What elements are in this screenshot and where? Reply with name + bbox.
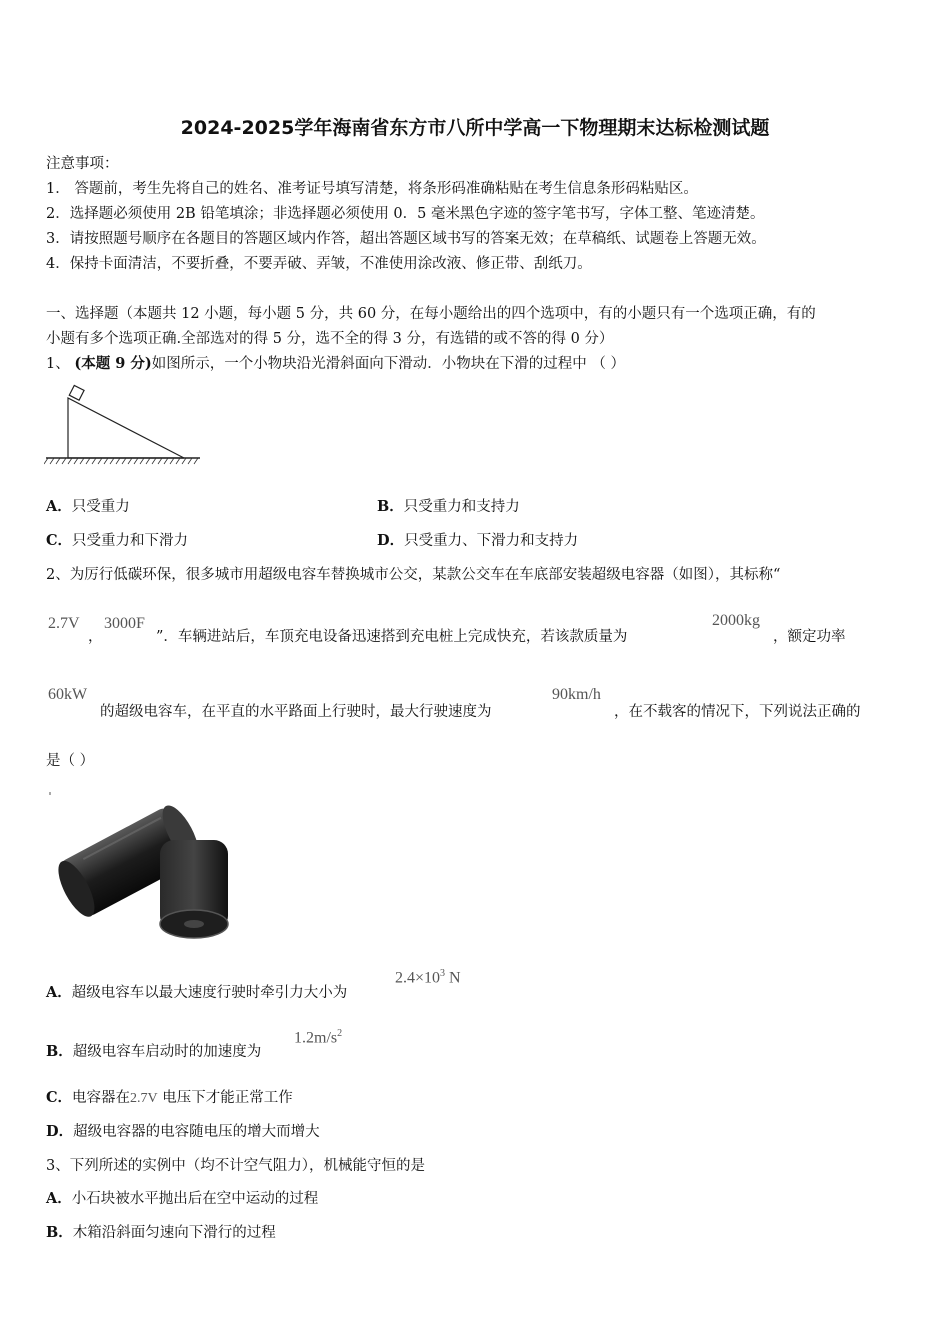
section-heading-cont: 小题有多个选项正确.全部选对的得 5 分，选不全的得 3 分，有选错的或不答的得 0 分）	[46, 331, 614, 347]
option-text: 小石块被水平抛出后在空中运动的过程	[71, 1191, 319, 1207]
q1-option-a	[46, 495, 130, 516]
option-text: 只受重力、下滑力和支持力	[404, 533, 579, 549]
notice-item: 4．保持卡面清洁，不要折叠，不要弄破、弄皱，不准使用涂改液、修正带、刮纸刀。	[46, 256, 592, 272]
option-label: B．	[46, 1043, 73, 1060]
force-unit: N	[445, 969, 461, 987]
question-2-stem: 2、为厉行低碳环保，很多城市用超级电容车替换城市公交，某款公交车在车底部安装超级电容器（如图），其标称“	[46, 567, 781, 583]
option-label: C．	[46, 1089, 73, 1106]
option-label: A．	[46, 984, 72, 1001]
q2-text-d: ，在不载客的情况下，下列说法正确的	[614, 704, 861, 720]
comma: ，	[88, 629, 103, 645]
option-math: 2.7V	[130, 1091, 158, 1106]
q2-text-e: 是（ ）	[46, 753, 95, 769]
acceleration-base: 1.2m/s	[294, 1029, 338, 1047]
incline-diagram	[44, 382, 204, 468]
voltage-value: 2.7V	[48, 615, 80, 632]
mass-value: 2000kg	[712, 612, 760, 629]
option-text: 超级电容器的电容随电压的增大而增大	[73, 1124, 320, 1140]
notice-item: 1． 答题前，考生先将自己的姓名、准考证号填写清楚，将条形码准确粘贴在考生信息条形码粘贴区。	[46, 181, 698, 197]
q3-option-a	[46, 1187, 318, 1208]
q1-option-c	[46, 529, 188, 550]
option-label: C．	[46, 532, 73, 549]
option-label: A．	[46, 498, 72, 515]
question-number: 1、	[46, 356, 70, 372]
acceleration-value	[294, 1028, 342, 1047]
q2-text-a: ”．车辆进站后，车顶充电设备迅速搭到充电桩上完成快充，若该款质量为	[156, 629, 628, 645]
notice-item: 3．请按照题号顺序在各题目的答题区域内作答，超出答题区域书写的答案无效；在草稿纸、试题卷上答题无效。	[46, 231, 766, 247]
option-text: 只受重力和支持力	[403, 499, 520, 515]
option-label: B．	[377, 498, 404, 515]
power-value: 60kW	[48, 686, 88, 703]
option-text: 木箱沿斜面匀速向下滑行的过程	[72, 1225, 276, 1241]
speed-value: 90km/h	[552, 686, 601, 703]
q2-option-c	[46, 1086, 293, 1107]
option-label: B．	[46, 1224, 73, 1241]
supercapacitor-photo	[48, 778, 233, 943]
notice-heading: 注意事项：	[46, 156, 119, 172]
q1-option-d	[377, 529, 578, 550]
q2-option-a	[46, 981, 347, 1002]
q2-option-b	[46, 1040, 261, 1061]
option-text: 电容器在	[72, 1090, 131, 1106]
q1-option-b	[377, 495, 520, 516]
question-text: 如图所示，一个小物块沿光滑斜面向下滑动．小物块在下滑的过程中 （ ）	[151, 356, 625, 372]
page-title: 2024-2025学年海南省东方市八所中学高一下物理期末达标检测试题	[180, 117, 770, 139]
force-exponent: 3	[440, 968, 446, 979]
section-heading: 一、选择题（本题共 12 小题，每小题 5 分，共 60 分，在每小题给出的四个选项中，有的小题只有一个选项正确，有的	[46, 306, 816, 322]
force-mantissa: 2.4×10	[395, 969, 441, 987]
option-text: 超级电容车启动时的加速度为	[72, 1044, 262, 1060]
question-1-stem	[46, 352, 625, 373]
question-3-stem: 3、下列所述的实例中（均不计空气阻力），机械能守恒的是	[46, 1158, 425, 1174]
option-text: 只受重力	[71, 499, 130, 515]
question-marks: (本题 9 分)	[74, 355, 152, 372]
option-text: 只受重力和下滑力	[72, 533, 189, 549]
q3-option-b	[46, 1221, 276, 1242]
option-label: A．	[46, 1190, 72, 1207]
capacitance-value: 3000F	[104, 615, 145, 632]
q2-text-c: 的超级电容车，在平直的水平路面上行驶时，最大行驶速度为	[100, 704, 492, 720]
acceleration-exponent: 2	[337, 1028, 343, 1039]
option-label: D．	[46, 1123, 74, 1140]
q2-option-d	[46, 1120, 320, 1141]
option-text: 超级电容车以最大速度行驶时牵引力大小为	[71, 985, 348, 1001]
notice-item: 2．选择题必须使用 2B 铅笔填涂；非选择题必须使用 0．5 毫米黑色字迹的签字笔书写，字体工整、笔迹清楚。	[46, 206, 765, 222]
option-text: 电压下才能正常工作	[162, 1090, 293, 1106]
option-label: D．	[377, 532, 405, 549]
q2-text-b: ，额定功率	[773, 629, 846, 645]
force-value	[395, 968, 461, 987]
